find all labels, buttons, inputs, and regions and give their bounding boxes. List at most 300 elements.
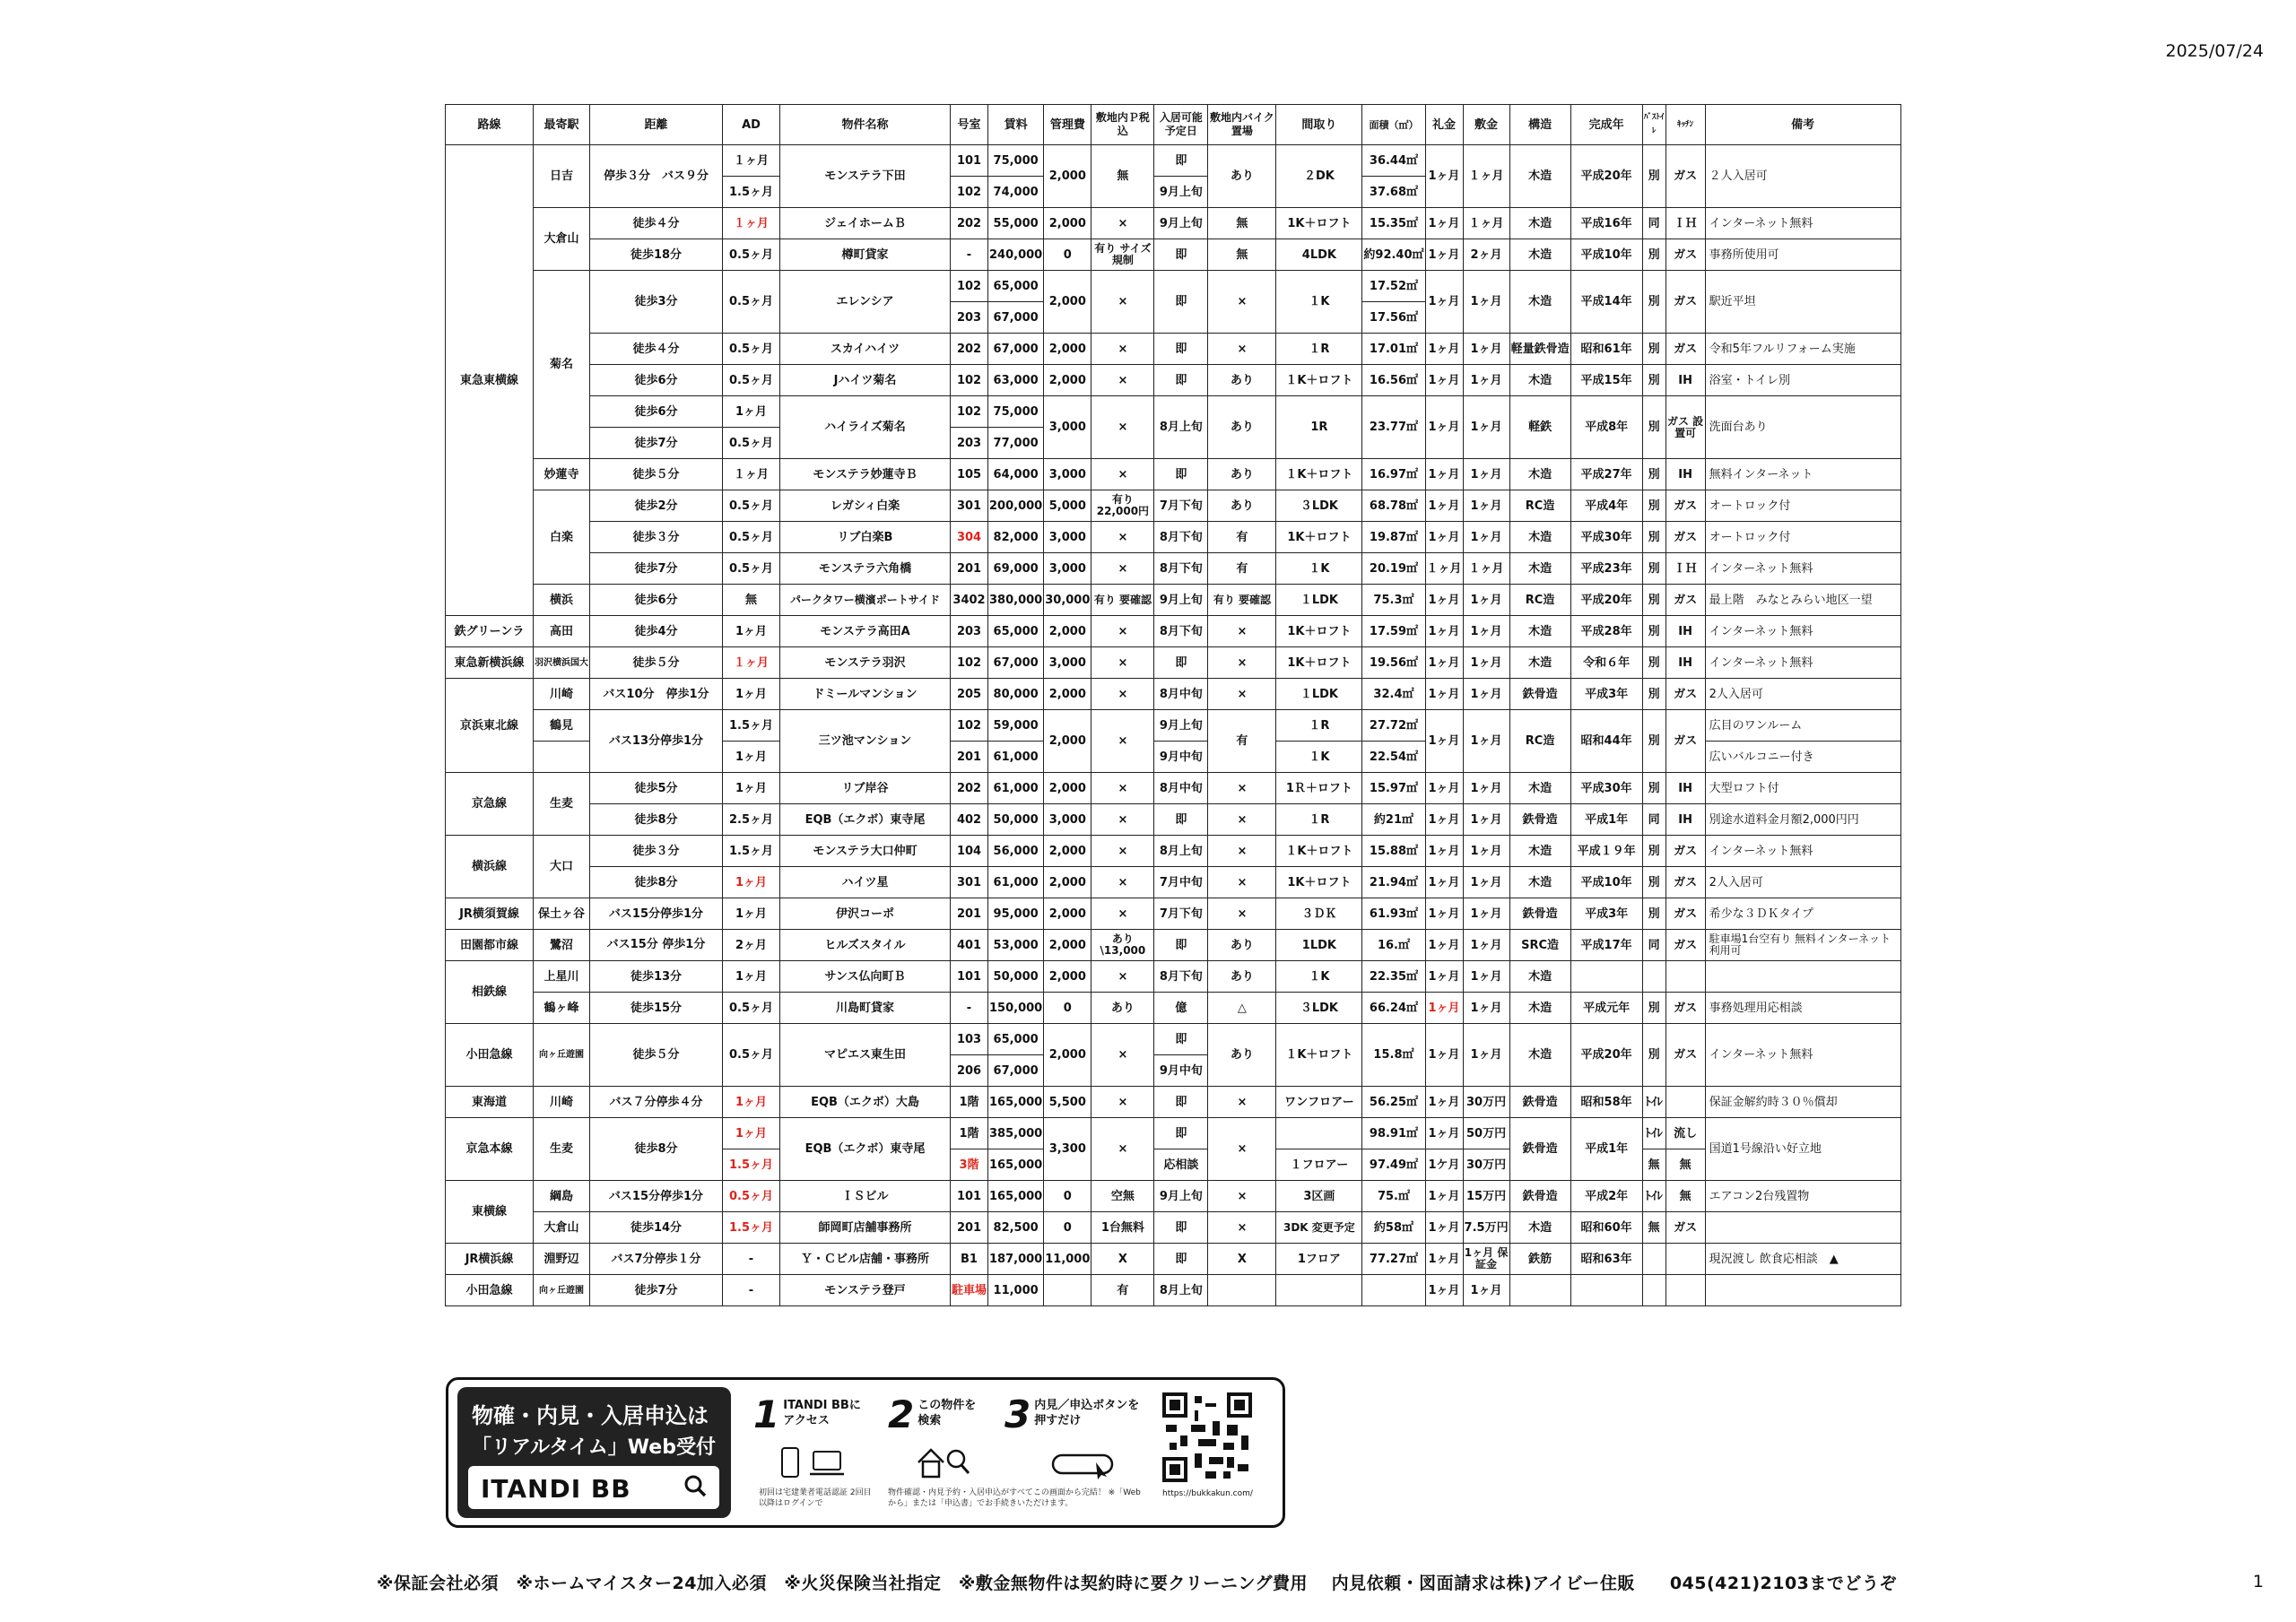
cell-park: × — [1091, 271, 1154, 334]
cell-dist: 徒歩5分 — [590, 773, 723, 804]
cell-note: 駐車場1台空有り 無料インターネット利用可 — [1705, 930, 1900, 961]
cell-ad: 1ヶ月 — [723, 867, 780, 898]
cell-area: 32.4㎡ — [1362, 679, 1425, 710]
cell-layout: １K — [1276, 961, 1362, 993]
cell-room: 101 — [951, 145, 988, 177]
cell-line: 相鉄線 — [446, 961, 534, 1024]
cell-kit — [1665, 1087, 1705, 1118]
cell-note: 駅近平坦 — [1705, 271, 1900, 334]
table-row — [446, 1087, 1901, 1118]
listing-table — [445, 104, 1901, 1306]
cell-rei: 1ヶ月 — [1425, 1024, 1463, 1087]
cell-dist: 徒歩7分 — [590, 553, 723, 585]
cell-name: モンステラ妙蓮寺Ｂ — [780, 459, 951, 490]
cell-layout: 1LDK — [1276, 930, 1362, 961]
cell-park: × — [1091, 334, 1154, 365]
cell-name: モンステラ高田A — [780, 616, 951, 647]
cell-dist: 徒歩8分 — [590, 804, 723, 836]
cell-bike: あり — [1208, 145, 1276, 208]
cell-year: 平成16年 — [1570, 208, 1642, 239]
cell-rei: 1ヶ月 — [1425, 208, 1463, 239]
cell-year: 平成10年 — [1570, 239, 1642, 271]
cell-name: スカイハイツ — [780, 334, 951, 365]
cell-layout: ３ＤＫ — [1276, 898, 1362, 930]
cell-kit: IH — [1665, 365, 1705, 396]
banner-left-panel — [457, 1387, 731, 1518]
click-button-icon — [1051, 1450, 1123, 1480]
cell-bath: 別 — [1642, 773, 1665, 804]
cell-ad: 1ヶ月 — [723, 773, 780, 804]
cell-struct: 木造 — [1509, 1024, 1570, 1087]
cell-shiki: 1ヶ月 — [1463, 710, 1509, 773]
cell-area: 61.93㎡ — [1362, 898, 1425, 930]
cell-rei: 1ヶ月 — [1425, 616, 1463, 647]
cell-park: 有り 要確認 — [1091, 585, 1154, 616]
cell-avail: 即 — [1154, 365, 1208, 396]
col-header: 面積（㎡） — [1362, 105, 1425, 145]
cell-ad: 0.5ヶ月 — [723, 522, 780, 553]
cell-room: 102 — [951, 396, 988, 428]
cell-fee: 2,000 — [1044, 271, 1091, 334]
listing-table-container — [445, 104, 1901, 1306]
cell-rent: 63,000 — [988, 365, 1044, 396]
cell-room: 101 — [951, 1181, 988, 1212]
cell-station: 生麦 — [534, 1118, 590, 1181]
cell-area: 22.54㎡ — [1362, 742, 1425, 773]
cell-fee: 0 — [1044, 239, 1091, 271]
cell-fee: 3,000 — [1044, 647, 1091, 679]
cell-avail: 9月中旬 — [1154, 1055, 1208, 1087]
cell-room: 301 — [951, 867, 988, 898]
banner-step-3 — [1004, 1392, 1151, 1436]
cell-area — [1362, 1275, 1425, 1306]
cell-bath: 別 — [1642, 490, 1665, 522]
cell-name: ＩＳビル — [780, 1181, 951, 1212]
cell-fee: 2,000 — [1044, 208, 1091, 239]
cell-bike: あり — [1208, 459, 1276, 490]
cell-ad: 0.5ヶ月 — [723, 553, 780, 585]
col-header: 物件名称 — [780, 105, 951, 145]
cell-line: 東急東横線 — [446, 145, 534, 616]
cell-rei: 1ヶ月 — [1425, 459, 1463, 490]
cell-dist: 徒歩8分 — [590, 1118, 723, 1181]
col-header: 完成年 — [1570, 105, 1642, 145]
table-row — [446, 1118, 1901, 1149]
cell-year: 昭和60年 — [1570, 1212, 1642, 1244]
qr-code[interactable] — [1162, 1392, 1252, 1482]
cell-bath: 別 — [1642, 1024, 1665, 1087]
cell-name: ジェイホームＢ — [780, 208, 951, 239]
cell-rent: 69,000 — [988, 553, 1044, 585]
cell-station: 綱島 — [534, 1181, 590, 1212]
cell-note: 国道1号線沿い好立地 — [1705, 1118, 1900, 1181]
cell-bike: × — [1208, 616, 1276, 647]
cell-station: 川崎 — [534, 679, 590, 710]
table-row — [446, 867, 1901, 898]
cell-struct: 木造 — [1509, 993, 1570, 1024]
cell-fee: 2,000 — [1044, 679, 1091, 710]
cell-area: 15.8㎡ — [1362, 1024, 1425, 1087]
step1-note: 初回は宅建業者電話認証 2回目以降はログインで — [759, 1488, 872, 1508]
cell-year: 平成23年 — [1570, 553, 1642, 585]
cell-area: 36.44㎡ — [1362, 145, 1425, 177]
cell-kit: ガス — [1665, 334, 1705, 365]
step-text: この物件を 検索 — [918, 1399, 977, 1427]
cell-room: 102 — [951, 647, 988, 679]
cell-bath: 同 — [1642, 208, 1665, 239]
cell-note: 広目のワンルーム — [1705, 710, 1900, 742]
cell-dist: 徒歩7分 — [590, 1275, 723, 1306]
cell-fee: 2,000 — [1044, 616, 1091, 647]
cell-note: 無料インターネット — [1705, 459, 1900, 490]
table-row — [446, 647, 1901, 679]
cell-fee: 2,000 — [1044, 867, 1091, 898]
table-row — [446, 710, 1901, 742]
cell-rei: 1ヶ月 — [1425, 898, 1463, 930]
cell-kit: ＩＨ — [1665, 208, 1705, 239]
cell-kit: ガス — [1665, 898, 1705, 930]
cell-dist: バス７分停歩４分 — [590, 1087, 723, 1118]
cell-rent: 200,000 — [988, 490, 1044, 522]
cell-room: 201 — [951, 898, 988, 930]
laptop-icon — [809, 1450, 845, 1477]
cell-avail: 8月上旬 — [1154, 396, 1208, 459]
cell-fee: 11,000 — [1044, 1244, 1091, 1275]
cell-name: 樽町貸家 — [780, 239, 951, 271]
cell-year: 平成30年 — [1570, 773, 1642, 804]
cell-ad: 0.5ヶ月 — [723, 1024, 780, 1087]
cell-rei: 1ヶ月 — [1425, 961, 1463, 993]
cell-rent: 61,000 — [988, 773, 1044, 804]
cell-rei: 1ヶ月 — [1425, 867, 1463, 898]
col-header: 構造 — [1509, 105, 1570, 145]
cell-bath: 別 — [1642, 271, 1665, 334]
cell-ad: 0.5ヶ月 — [723, 428, 780, 459]
cell-kit: IH — [1665, 459, 1705, 490]
table-row — [446, 961, 1901, 993]
cell-struct: 鉄骨造 — [1509, 679, 1570, 710]
cell-park: × — [1091, 961, 1154, 993]
cell-year: 平成3年 — [1570, 898, 1642, 930]
table-row — [446, 553, 1901, 585]
cell-park: × — [1091, 1118, 1154, 1181]
cell-room: - — [951, 993, 988, 1024]
cell-area: 約92.40㎡ — [1362, 239, 1425, 271]
cell-dist: 徒歩2分 — [590, 490, 723, 522]
col-header: 賃料 — [988, 105, 1044, 145]
cell-struct: 鉄骨造 — [1509, 804, 1570, 836]
col-header: AD — [723, 105, 780, 145]
cell-avail: 即 — [1154, 334, 1208, 365]
cell-rent: 385,000 — [988, 1118, 1044, 1149]
cell-station: 羽沢横浜国大 — [534, 647, 590, 679]
cell-shiki: 2ヶ月 — [1463, 239, 1509, 271]
cell-bike: × — [1208, 1181, 1276, 1212]
cell-rei: 1ヶ月 — [1425, 804, 1463, 836]
cell-shiki: １ヶ月 — [1463, 208, 1509, 239]
cell-area: 20.19㎡ — [1362, 553, 1425, 585]
cell-shiki: 1ヶ月 — [1463, 271, 1509, 334]
cell-ad: １ヶ月 — [723, 208, 780, 239]
cell-rent: 82,000 — [988, 522, 1044, 553]
cell-shiki: 1ヶ月 — [1463, 1024, 1509, 1087]
cell-name: Jハイツ菊名 — [780, 365, 951, 396]
cell-rei: 1ヶ月 — [1425, 1087, 1463, 1118]
cell-rei: 1ヶ月 — [1425, 334, 1463, 365]
cell-kit: 無 — [1665, 1181, 1705, 1212]
cell-fee: 5,500 — [1044, 1087, 1091, 1118]
cell-bath: 無 — [1642, 1212, 1665, 1244]
cell-layout: 1Ｒ＋ロフト — [1276, 773, 1362, 804]
cell-rent: 53,000 — [988, 930, 1044, 961]
cell-ad: 0.5ヶ月 — [723, 993, 780, 1024]
cell-kit: ガス — [1665, 867, 1705, 898]
cell-kit: 流し — [1665, 1118, 1705, 1149]
cell-kit: ガス — [1665, 585, 1705, 616]
cell-kit: ガス — [1665, 679, 1705, 710]
page-number: 1 — [2252, 1572, 2264, 1592]
cell-fee: 0 — [1044, 993, 1091, 1024]
cell-note: 事務処理用応相談 — [1705, 993, 1900, 1024]
cell-room: B1 — [951, 1244, 988, 1275]
table-row — [446, 993, 1901, 1024]
cell-dist: 徒歩18分 — [590, 239, 723, 271]
cell-rent: 59,000 — [988, 710, 1044, 742]
cell-name: EQB（エクボ）大島 — [780, 1087, 951, 1118]
cell-fee: 2,000 — [1044, 836, 1091, 867]
cell-avail: 即 — [1154, 1244, 1208, 1275]
cell-fee: 2,000 — [1044, 930, 1091, 961]
cell-avail: 即 — [1154, 271, 1208, 334]
cell-rei: 1ヶ月 — [1425, 1118, 1463, 1149]
cell-fee: 2,000 — [1044, 710, 1091, 773]
cell-layout: １K — [1276, 742, 1362, 773]
cell-layout: 1K＋ロフト — [1276, 522, 1362, 553]
cell-area: 17.59㎡ — [1362, 616, 1425, 647]
cell-shiki: 1ヶ月 — [1463, 993, 1509, 1024]
cell-year: 昭和61年 — [1570, 334, 1642, 365]
cell-note: ２人入居可 — [1705, 145, 1900, 208]
table-row — [446, 836, 1901, 867]
cell-rent: 187,000 — [988, 1244, 1044, 1275]
cell-line: 京浜東北線 — [446, 679, 534, 773]
cell-fee: 2,000 — [1044, 334, 1091, 365]
table-row — [446, 1244, 1901, 1275]
cell-kit: ガス — [1665, 490, 1705, 522]
cell-struct: 木造 — [1509, 867, 1570, 898]
cell-room: 203 — [951, 616, 988, 647]
cell-year: 平成4年 — [1570, 490, 1642, 522]
cell-struct: 木造 — [1509, 553, 1570, 585]
cell-room: 101 — [951, 961, 988, 993]
cell-ad: １ヶ月 — [723, 647, 780, 679]
cell-room: 104 — [951, 836, 988, 867]
step-number: 3 — [1004, 1392, 1031, 1436]
cell-ad: 1ヶ月 — [723, 679, 780, 710]
cell-note: インターネット無料 — [1705, 1024, 1900, 1087]
cell-area: 19.56㎡ — [1362, 647, 1425, 679]
cell-fee: 2,000 — [1044, 773, 1091, 804]
cell-park: × — [1091, 647, 1154, 679]
cell-ad: 1ヶ月 — [723, 1087, 780, 1118]
col-header: 距離 — [590, 105, 723, 145]
cell-ad: 1ヶ月 — [723, 1118, 780, 1149]
cell-struct: 木造 — [1509, 1212, 1570, 1244]
cell-area: 75.3㎡ — [1362, 585, 1425, 616]
cell-rent: 65,000 — [988, 271, 1044, 302]
cell-room: 202 — [951, 773, 988, 804]
cell-room: 201 — [951, 1212, 988, 1244]
cell-area: 75.㎡ — [1362, 1181, 1425, 1212]
cell-rent: 95,000 — [988, 898, 1044, 930]
cell-dist: 停歩３分 バス９分 — [590, 145, 723, 208]
cell-year: 昭和63年 — [1570, 1244, 1642, 1275]
cell-station: 向ヶ丘遊園 — [534, 1275, 590, 1306]
cell-kit: ガス 設置可 — [1665, 396, 1705, 459]
cell-shiki: １ヶ月 — [1463, 553, 1509, 585]
cell-kit: ガス — [1665, 836, 1705, 867]
cell-layout — [1276, 1118, 1362, 1149]
cell-dist: バス15分停歩1分 — [590, 1181, 723, 1212]
cell-kit: ガス — [1665, 930, 1705, 961]
cell-name: EQB（エクボ）東寺尾 — [780, 804, 951, 836]
col-header: 備考 — [1705, 105, 1900, 145]
cell-avail: 8月下旬 — [1154, 961, 1208, 993]
cell-area: 15.97㎡ — [1362, 773, 1425, 804]
cell-line: 小田急線 — [446, 1024, 534, 1087]
cell-kit — [1665, 1275, 1705, 1306]
cell-avail: 9月上旬 — [1154, 177, 1208, 208]
cell-struct: 鉄骨造 — [1509, 1181, 1570, 1212]
cell-layout: 4LDK — [1276, 239, 1362, 271]
cell-year: 平成27年 — [1570, 459, 1642, 490]
cell-struct: 鉄骨造 — [1509, 1118, 1570, 1181]
cell-bath: 別 — [1642, 334, 1665, 365]
cell-line: 東急新横浜線 — [446, 647, 534, 679]
cell-rent: 80,000 — [988, 679, 1044, 710]
cell-layout: １K — [1276, 271, 1362, 334]
cell-dist: 徒歩6分 — [590, 365, 723, 396]
cell-struct: 木造 — [1509, 836, 1570, 867]
cell-avail: 9月上旬 — [1154, 208, 1208, 239]
cell-room: - — [951, 239, 988, 271]
cell-name: 伊沢コーポ — [780, 898, 951, 930]
cell-name: モンステラ下田 — [780, 145, 951, 208]
table-row — [446, 490, 1901, 522]
cell-rent: 380,000 — [988, 585, 1044, 616]
cell-bath: 別 — [1642, 553, 1665, 585]
cell-fee: 0 — [1044, 1212, 1091, 1244]
cell-rent: 82,500 — [988, 1212, 1044, 1244]
cell-fee: 3,300 — [1044, 1118, 1091, 1181]
cell-year: 平成8年 — [1570, 396, 1642, 459]
cell-ad: 0.5ヶ月 — [723, 490, 780, 522]
cell-name: Ｙ・Ｃビル店舗・事務所 — [780, 1244, 951, 1275]
cell-year: 平成3年 — [1570, 679, 1642, 710]
cell-shiki: 1ヶ月 — [1463, 616, 1509, 647]
col-header: 間取り — [1276, 105, 1362, 145]
table-row — [446, 365, 1901, 396]
cell-note: インターネット無料 — [1705, 647, 1900, 679]
cell-struct: SRC造 — [1509, 930, 1570, 961]
cell-rei: 1ヶ月 — [1425, 1212, 1463, 1244]
cell-line: JR横浜線 — [446, 1244, 534, 1275]
cell-bath: 別 — [1642, 145, 1665, 208]
cell-ad: - — [723, 1275, 780, 1306]
cell-fee: 2,000 — [1044, 145, 1091, 208]
cell-rent: 77,000 — [988, 428, 1044, 459]
cell-rent: 50,000 — [988, 804, 1044, 836]
table-row — [446, 396, 1901, 428]
cell-area: 15.35㎡ — [1362, 208, 1425, 239]
cell-rei: 1ヶ月 — [1425, 1275, 1463, 1306]
cell-park: × — [1091, 867, 1154, 898]
cell-rent: 165,000 — [988, 1181, 1044, 1212]
cell-park: 1台無料 — [1091, 1212, 1154, 1244]
cell-bike: × — [1208, 647, 1276, 679]
cell-avail: 9月上旬 — [1154, 585, 1208, 616]
cell-dist: 徒歩３分 — [590, 836, 723, 867]
cell-note: 現況渡し 飲食応相談 ▲ — [1705, 1244, 1900, 1275]
col-header: 敷地内Ｐ税込 — [1091, 105, 1154, 145]
col-header: 礼金 — [1425, 105, 1463, 145]
cell-layout: １LDK — [1276, 585, 1362, 616]
cell-bath: 別 — [1642, 679, 1665, 710]
cell-bike: X — [1208, 1244, 1276, 1275]
cell-struct: 木造 — [1509, 145, 1570, 208]
cell-avail: 即 — [1154, 1087, 1208, 1118]
cell-ad: 1.5ヶ月 — [723, 177, 780, 208]
cell-shiki: 15万円 — [1463, 1181, 1509, 1212]
cell-fee: 2,000 — [1044, 961, 1091, 993]
cell-name: ヒルズスタイル — [780, 930, 951, 961]
cell-note: 2人入居可 — [1705, 679, 1900, 710]
table-row — [446, 930, 1901, 961]
cell-note: 希少な３ＤＫタイプ — [1705, 898, 1900, 930]
cell-bike: 無 — [1208, 239, 1276, 271]
cell-bike: 有 — [1208, 710, 1276, 773]
cell-area: 56.25㎡ — [1362, 1087, 1425, 1118]
cell-park: × — [1091, 522, 1154, 553]
cell-shiki: 1ヶ月 — [1463, 647, 1509, 679]
cell-room: 201 — [951, 553, 988, 585]
cell-rei: 1ヶ月 — [1425, 647, 1463, 679]
cell-rent: 64,000 — [988, 459, 1044, 490]
banner-url[interactable]: https://bukkakun.com/ — [1162, 1489, 1253, 1498]
col-header: 入居可能予定日 — [1154, 105, 1208, 145]
cell-dist: 徒歩５分 — [590, 459, 723, 490]
cell-line: 鉄グリーンラ — [446, 616, 534, 647]
cell-name: EQB（エクボ）東寺尾 — [780, 1118, 951, 1181]
col-header: 敷地内バイク置場 — [1208, 105, 1276, 145]
cell-layout: 1K＋ロフト — [1276, 616, 1362, 647]
cell-ad: 0.5ヶ月 — [723, 271, 780, 334]
cell-bath: 同 — [1642, 804, 1665, 836]
cell-bike: × — [1208, 1212, 1276, 1244]
cell-line: 京急線 — [446, 773, 534, 836]
cell-year: 平成17年 — [1570, 930, 1642, 961]
cell-bike: × — [1208, 867, 1276, 898]
cell-bike: △ — [1208, 993, 1276, 1024]
cell-park: 有り サイズ規制 — [1091, 239, 1154, 271]
cell-station: 菊名 — [534, 271, 590, 459]
itandi-banner[interactable] — [446, 1377, 1285, 1528]
cell-fee: 3,000 — [1044, 553, 1091, 585]
print-date: 2025/07/24 — [2165, 41, 2264, 61]
cell-dist: 徒歩7分 — [590, 428, 723, 459]
cell-rei: 1ヶ月 — [1425, 930, 1463, 961]
cell-bike: × — [1208, 773, 1276, 804]
